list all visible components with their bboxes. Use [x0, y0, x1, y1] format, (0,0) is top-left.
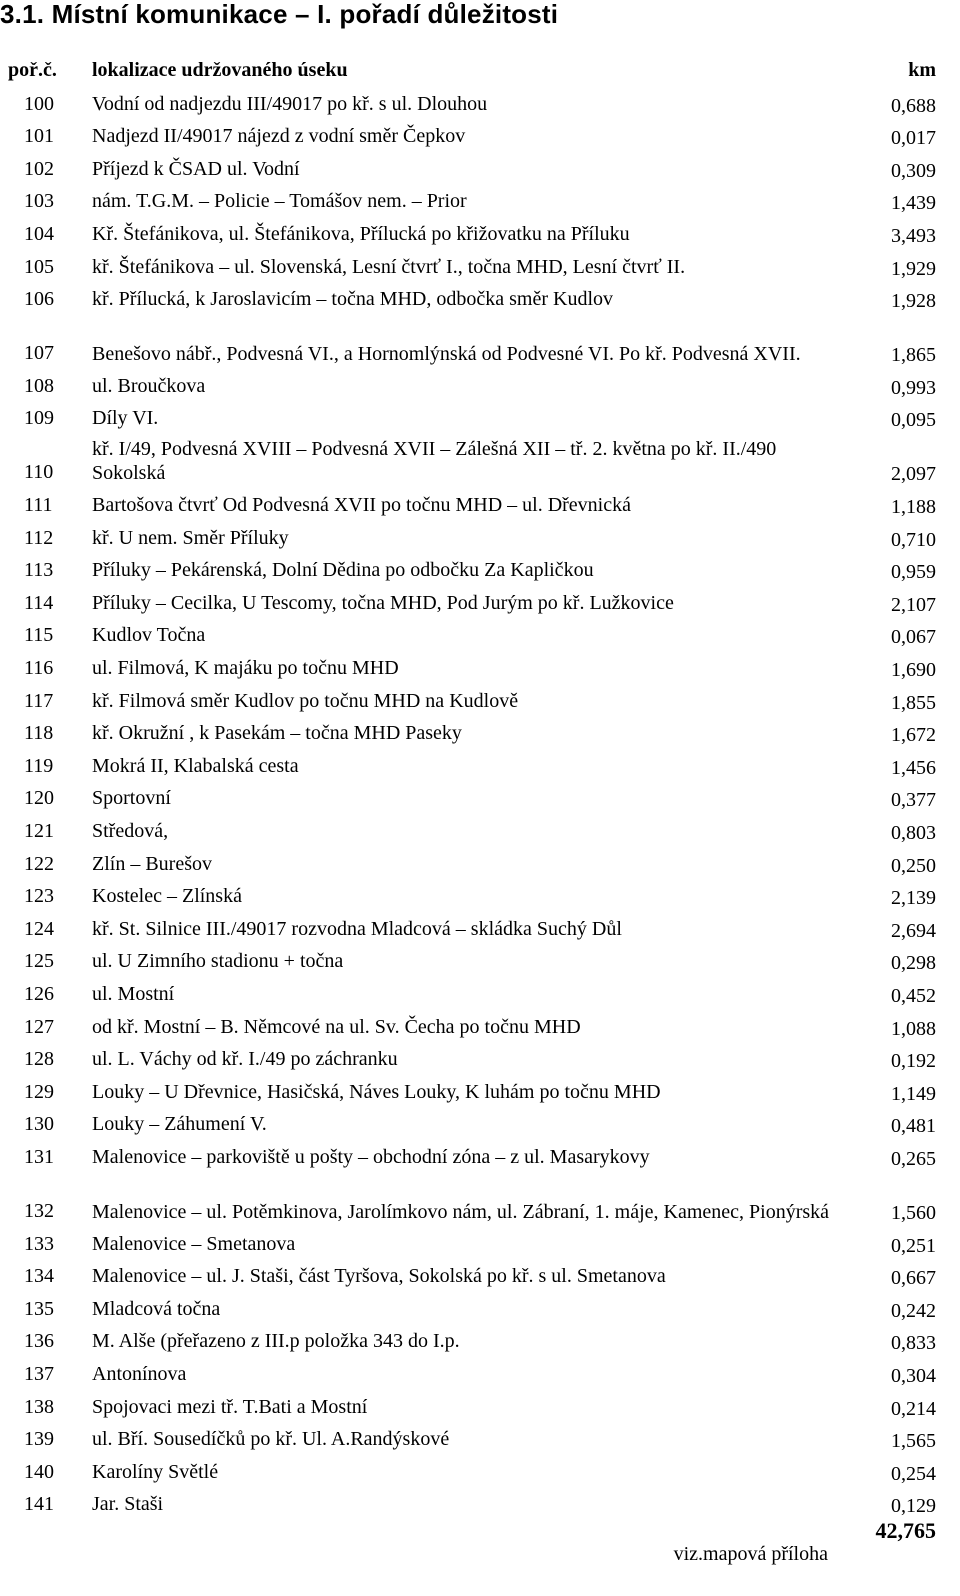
row-km: 2,097 — [891, 463, 936, 486]
row-number: 130 — [24, 1113, 54, 1136]
row-location: Bartošova čtvrť Od Podvesná XVII po točnu MHD – ul. Dřevnická — [92, 493, 631, 516]
row-number: 140 — [24, 1460, 54, 1483]
row-location: nám. T.G.M. – Policie – Tomášov nem. – Prior — [92, 190, 467, 213]
row-location: kř. I/49, Podvesná XVIII – Podvesná XVII – Zálešná XII – tř. 2. května po kř. II./490 Sokolská — [92, 438, 777, 485]
table-row — [0, 555, 960, 588]
row-location: ul. Broučkova — [92, 374, 206, 397]
row-km: 0,309 — [891, 159, 936, 182]
table-row — [0, 946, 960, 979]
row-km: 0,710 — [891, 528, 936, 551]
row-number: 112 — [24, 526, 54, 549]
row-location: Kudlov Točna — [92, 624, 206, 647]
table-row — [0, 685, 960, 718]
row-location: Díly VI. — [92, 407, 159, 430]
table-row — [0, 1456, 960, 1489]
table-row — [0, 153, 960, 186]
row-number: 106 — [24, 288, 54, 311]
row-number: 123 — [24, 885, 54, 908]
row-location: ul. L. Váchy od kř. I./49 po záchranku — [92, 1048, 398, 1071]
row-km: 0,067 — [891, 626, 936, 649]
row-km: 0,481 — [891, 1115, 936, 1138]
table-row — [0, 783, 960, 816]
row-number: 126 — [24, 982, 54, 1005]
table-row — [0, 1228, 960, 1261]
row-location: kř. St. Silnice III./49017 rozvodna Mladcová – skládka Suchý Důl — [92, 917, 622, 940]
table-row — [0, 1174, 960, 1228]
row-number: 133 — [24, 1232, 54, 1255]
row-km: 0,833 — [891, 1332, 936, 1355]
row-location: kř. Filmová směr Kudlov po točnu MHD na Kudlově — [92, 689, 519, 712]
row-number: 113 — [24, 559, 54, 582]
row-km: 0,803 — [891, 821, 936, 844]
row-number: 134 — [24, 1265, 54, 1288]
row-location: od kř. Mostní – B. Němcové na ul. Sv. Čecha po točnu MHD — [92, 1015, 581, 1038]
table-row — [0, 435, 960, 489]
row-location: ul. Filmová, K majáku po točnu MHD — [92, 656, 399, 679]
table-row — [0, 522, 960, 555]
table-row — [0, 718, 960, 751]
row-location: M. Alše (přeřazeno z III.p položka 343 do I.p. — [92, 1330, 460, 1353]
row-km: 0,214 — [891, 1397, 936, 1420]
row-km: 0,298 — [891, 952, 936, 975]
row-number: 124 — [24, 917, 54, 940]
row-number: 129 — [24, 1080, 54, 1103]
row-location: Malenovice – parkoviště u pošty – obchodní zóna – z ul. Masarykovy — [92, 1145, 650, 1168]
row-km: 1,865 — [891, 344, 936, 367]
row-km: 2,139 — [891, 887, 936, 910]
row-location: Vodní od nadjezdu III/49017 po kř. s ul. Dlouhou — [92, 92, 488, 115]
table-row — [0, 1391, 960, 1424]
table-row — [0, 815, 960, 848]
row-location: Příjezd k ČSAD ul. Vodní — [92, 157, 300, 180]
row-number: 102 — [24, 157, 54, 180]
row-number: 103 — [24, 190, 54, 213]
row-number: 109 — [24, 407, 54, 430]
table-row — [0, 316, 960, 370]
row-km: 2,107 — [891, 593, 936, 616]
column-header-location: lokalizace udržovaného úseku — [92, 59, 348, 81]
row-location: Antonínova — [92, 1362, 187, 1385]
row-location: Malenovice – ul. Potěmkinova, Jarolímkovo nám, ul. Zábraní, 1. máje, Kamenec, Pionýrská — [92, 1201, 830, 1223]
table-row — [0, 848, 960, 881]
row-location: kř. Okružní , k Pasekám – točna MHD Paseky — [92, 722, 462, 745]
table-row — [0, 403, 960, 436]
row-km: 1,088 — [891, 1017, 936, 1040]
row-km: 1,672 — [891, 724, 936, 747]
table-row — [0, 1044, 960, 1077]
row-km: 1,560 — [891, 1202, 936, 1224]
row-number: 121 — [24, 819, 54, 842]
row-location: Jar. Staši — [92, 1493, 164, 1516]
row-number: 132 — [24, 1200, 54, 1222]
table-row — [0, 1076, 960, 1109]
row-location: Mladcová točna — [92, 1297, 221, 1320]
row-number: 115 — [24, 624, 54, 647]
row-number: 141 — [24, 1493, 54, 1516]
row-km: 0,452 — [891, 984, 936, 1007]
row-number: 136 — [24, 1330, 54, 1353]
row-location: Středová, — [92, 819, 169, 842]
row-location: Benešovo nábř., Podvesná VI., a Hornomlýnská od Podvesné VI. Po kř. Podvesná XVII. — [92, 343, 801, 366]
row-km: 0,242 — [891, 1299, 936, 1322]
row-km: 1,928 — [891, 290, 936, 313]
table-row — [0, 218, 960, 251]
row-location: Louky – U Dřevnice, Hasičská, Náves Louky, K luhám po točnu MHD — [92, 1080, 661, 1103]
row-number: 116 — [24, 656, 54, 679]
table-row — [0, 881, 960, 914]
table-row — [0, 587, 960, 620]
row-number: 118 — [24, 722, 54, 745]
table-row — [0, 1109, 960, 1142]
row-km: 1,149 — [891, 1082, 936, 1105]
row-number: 108 — [24, 374, 54, 397]
row-number: 100 — [24, 92, 54, 115]
row-location: Louky – Záhumení V. — [92, 1113, 267, 1136]
row-number: 131 — [24, 1145, 54, 1168]
row-location: Zlín – Burešov — [92, 852, 212, 875]
row-km: 0,129 — [891, 1495, 936, 1518]
row-km: 1,439 — [891, 192, 936, 215]
table-row — [0, 913, 960, 946]
row-location: ul. Mostní — [92, 982, 175, 1005]
row-number: 111 — [24, 493, 53, 516]
row-location: kř. U nem. Směr Příluky — [92, 526, 289, 549]
table-row — [0, 750, 960, 783]
row-location: Sportovní — [92, 787, 171, 810]
row-location: ul. Bří. Sousedíčků po kř. Ul. A.Randýskové — [92, 1428, 450, 1451]
row-km: 1,855 — [891, 691, 936, 714]
row-number: 104 — [24, 222, 54, 245]
row-km: 3,493 — [891, 224, 936, 247]
row-location: Kř. Štefánikova, ul. Štefánikova, Přílucká po křižovatku na Příluku — [92, 222, 630, 245]
table-row — [0, 186, 960, 219]
row-location: Spojovaci mezi tř. T.Bati a Mostní — [92, 1395, 368, 1418]
row-number: 117 — [24, 689, 54, 712]
row-km: 2,694 — [891, 919, 936, 942]
row-km: 1,456 — [891, 756, 936, 779]
row-km: 1,565 — [891, 1430, 936, 1453]
table-row — [0, 652, 960, 685]
table-row — [0, 1358, 960, 1391]
row-km: 1,188 — [891, 495, 936, 518]
page-title: 3.1. Místní komunikace – I. pořadí důležitosti — [0, 0, 559, 29]
total-km: 42,765 — [875, 1518, 936, 1543]
table-row — [0, 489, 960, 522]
column-header-km: km — [908, 59, 936, 81]
row-number: 135 — [24, 1297, 54, 1320]
table-row — [0, 1293, 960, 1326]
row-km: 0,959 — [891, 561, 936, 584]
row-number: 105 — [24, 255, 54, 278]
table-row — [0, 284, 960, 317]
row-number: 139 — [24, 1428, 54, 1451]
row-location: kř. Štefánikova – ul. Slovenská, Lesní čtvrť I., točna MHD, Lesní čtvrť II. — [92, 255, 686, 278]
row-km: 0,688 — [891, 94, 936, 117]
row-location: Malenovice – ul. J. Staši, část Tyršova, Sokolská po kř. s ul. Smetanova — [92, 1265, 666, 1288]
row-number: 138 — [24, 1395, 54, 1418]
row-number: 128 — [24, 1048, 54, 1071]
row-km: 1,690 — [891, 658, 936, 681]
row-number: 125 — [24, 950, 54, 973]
row-km: 0,192 — [891, 1050, 936, 1073]
table-row — [0, 1011, 960, 1044]
table-row — [0, 1261, 960, 1294]
map-attachment-note: viz.mapová příloha — [673, 1543, 828, 1565]
row-km: 0,254 — [891, 1462, 936, 1485]
table-row — [0, 251, 960, 284]
row-location: Nadjezd II/49017 nájezd z vodní směr Čepkov — [92, 125, 466, 148]
row-location: Karolíny Světlé — [92, 1460, 219, 1483]
table-row — [0, 1424, 960, 1457]
row-km: 0,304 — [891, 1364, 936, 1387]
table-row — [0, 1326, 960, 1359]
row-location: kř. Přílucká, k Jaroslavicím – točna MHD, odbočka směr Kudlov — [92, 288, 614, 311]
table-row — [0, 1489, 960, 1522]
row-km: 0,250 — [891, 854, 936, 877]
row-number: 120 — [24, 787, 54, 810]
column-header-number: poř.č. — [8, 59, 57, 81]
row-km: 0,667 — [891, 1267, 936, 1290]
row-km: 0,993 — [891, 376, 936, 399]
row-location: Malenovice – Smetanova — [92, 1232, 296, 1255]
row-number: 114 — [24, 591, 54, 614]
row-km: 0,017 — [891, 127, 936, 150]
row-km: 0,377 — [891, 789, 936, 812]
row-km: 1,929 — [891, 257, 936, 280]
row-number: 110 — [24, 461, 54, 484]
row-location: ul. U Zimního stadionu + točna — [92, 950, 344, 973]
table-row — [0, 1141, 960, 1174]
table-row — [0, 370, 960, 403]
row-number: 137 — [24, 1362, 54, 1385]
table-row — [0, 121, 960, 154]
row-location: Příluky – Pekárenská, Dolní Dědina po odbočku Za Kapličkou — [92, 559, 594, 582]
row-number: 127 — [24, 1015, 54, 1038]
table-row — [0, 978, 960, 1011]
row-km: 0,251 — [891, 1234, 936, 1257]
table-row — [0, 620, 960, 653]
row-location: Příluky – Cecilka, U Tescomy, točna MHD, Pod Jurým po kř. Lužkovice — [92, 591, 674, 614]
row-number: 119 — [24, 754, 54, 777]
row-number: 122 — [24, 852, 54, 875]
row-location: Mokrá II, Klabalská cesta — [92, 754, 299, 777]
table-row — [0, 88, 960, 121]
row-location: Kostelec – Zlínská — [92, 885, 242, 908]
row-number: 107 — [24, 342, 54, 365]
row-km: 0,095 — [891, 409, 936, 432]
row-number: 101 — [24, 125, 54, 148]
row-km: 0,265 — [891, 1147, 936, 1170]
